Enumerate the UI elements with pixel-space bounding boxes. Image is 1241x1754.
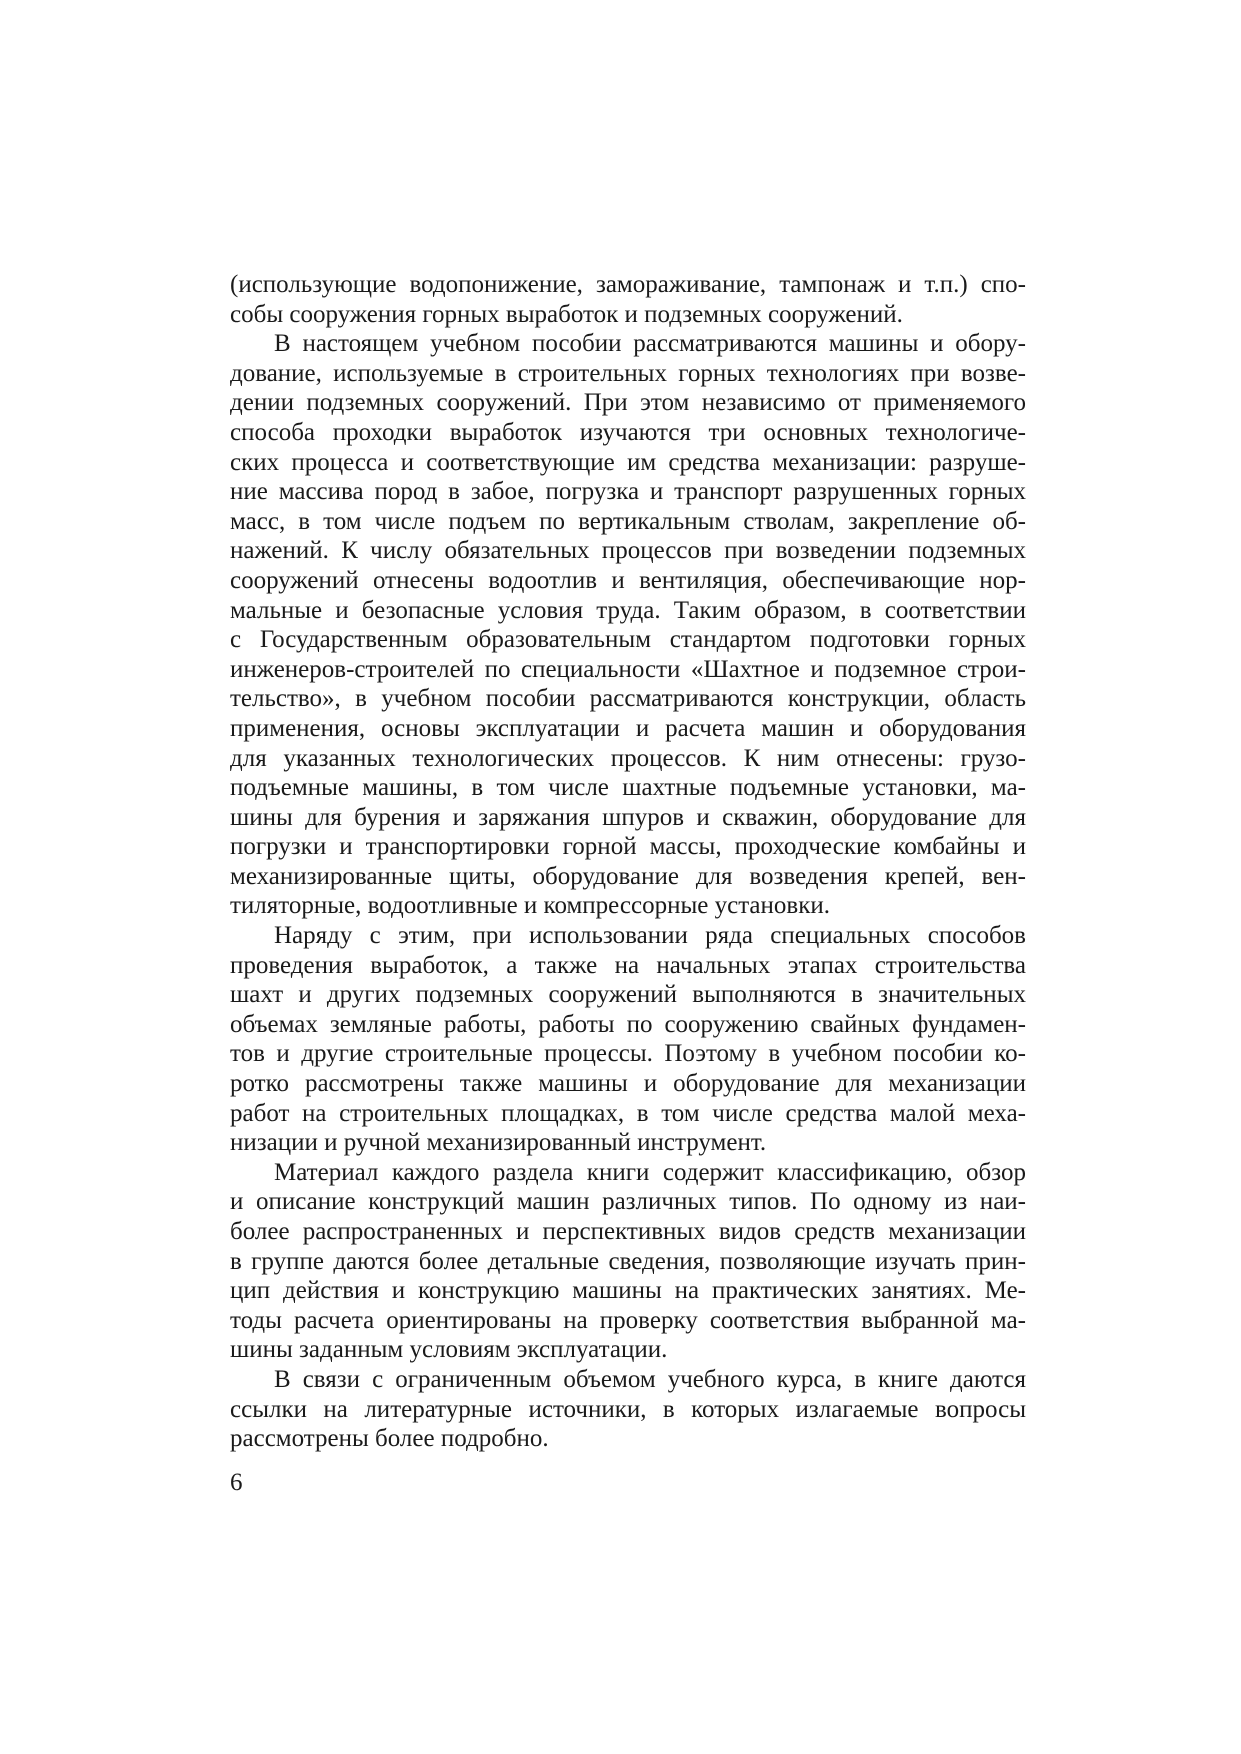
text-line: для указанных технологических процессов. К ним отнесены: грузо- — [230, 744, 1026, 772]
text-line: низации и ручной механизированный инструмент. — [230, 1129, 767, 1157]
text-line: масс, в том числе подъем по вертикальным стволам, закрепление об- — [230, 507, 1026, 535]
text-line: и описание конструкций машин различных типов. По одному из наи- — [230, 1188, 1026, 1216]
text-line: дование, используемые в строительных горных технологиях при возве- — [230, 359, 1026, 387]
text-line: более распространенных и перспективных видов средств механизации — [230, 1218, 1026, 1245]
text-line: работ на строительных площадках, в том числе средства малой меха- — [230, 1099, 1026, 1127]
text-line: рассмотрены более подробно. — [230, 1425, 549, 1453]
text-line: подъемные машины, в том числе шахтные подъемные установки, ма- — [230, 774, 1026, 802]
text-line: шахт и других подземных сооружений выполняются в значительных — [230, 981, 1026, 1009]
text-line: ротко рассмотрены также машины и оборудование для механизации — [230, 1070, 1026, 1098]
body-text — [230, 270, 1026, 1454]
text-line: мальные и безопасные условия труда. Таким образом, в соответствии — [230, 596, 1026, 624]
text-line: Материал каждого раздела книги содержит классификацию, обзор — [274, 1158, 1026, 1186]
text-line: (использующие водопонижение, замораживание, тампонаж и т.п.) спо- — [230, 271, 1026, 298]
text-line: сооружений отнесены водоотлив и вентиляция, обеспечивающие нор- — [230, 566, 1026, 594]
page-number: 6 — [230, 1469, 243, 1496]
text-line: ских процесса и соответствующие им средства механизации: разруше- — [230, 448, 1026, 476]
text-line: цип действия и конструкцию машины на практических занятиях. Ме- — [230, 1277, 1026, 1305]
text-line: шины для бурения и заряжания шпуров и скважин, оборудование для — [230, 803, 1026, 831]
text-line: инженеров-строителей по специальности «Шахтное и подземное строи- — [230, 655, 1026, 683]
text-line: объемах земляные работы, работы по сооружению свайных фундамен- — [230, 1010, 1026, 1038]
text-line: применения, основы эксплуатации и расчета машин и оборудования — [230, 714, 1026, 742]
text-line: дении подземных сооружений. При этом независимо от применяемого — [230, 389, 1026, 417]
text-line: с Государственным образовательным стандартом подготовки горных — [230, 626, 1026, 654]
text-line: в группе даются более детальные сведения, позволяющие изучать прин- — [230, 1247, 1026, 1275]
text-line: Наряду с этим, при использовании ряда специальных способов — [274, 922, 1026, 950]
text-line: тельство», в учебном пособии рассматриваются конструкции, область — [230, 685, 1026, 713]
text-line: собы сооружения горных выработок и подземных сооружений. — [230, 300, 903, 328]
text-line: погрузки и транспортировки горной массы, проходческие комбайны и — [230, 833, 1026, 861]
text-line: В настоящем учебном пособии рассматриваются машины и обору- — [274, 330, 1026, 358]
text-line: нажений. К числу обязательных процессов при возведении подземных — [230, 537, 1026, 565]
text-line: ние массива пород в забое, погрузка и транспорт разрушенных горных — [230, 478, 1026, 506]
text-line: тиляторные, водоотливные и компрессорные установки. — [230, 892, 830, 920]
text-line: тов и другие строительные процессы. Поэтому в учебном пособии ко- — [230, 1040, 1026, 1068]
text-line: проведения выработок, а также на начальных этапах строительства — [230, 951, 1026, 979]
text-line: В связи с ограниченным объемом учебного курса, в книге даются — [274, 1365, 1026, 1393]
text-line: способа проходки выработок изучаются три основных технологиче- — [230, 418, 1026, 446]
text-line: шины заданным условиям эксплуатации. — [230, 1336, 668, 1364]
text-line: тоды расчета ориентированы на проверку соответствия выбранной ма- — [230, 1306, 1026, 1334]
text-line: механизированные щиты, оборудование для возведения крепей, вен- — [230, 862, 1026, 890]
text-line: ссылки на литературные источники, в которых излагаемые вопросы — [230, 1395, 1026, 1423]
